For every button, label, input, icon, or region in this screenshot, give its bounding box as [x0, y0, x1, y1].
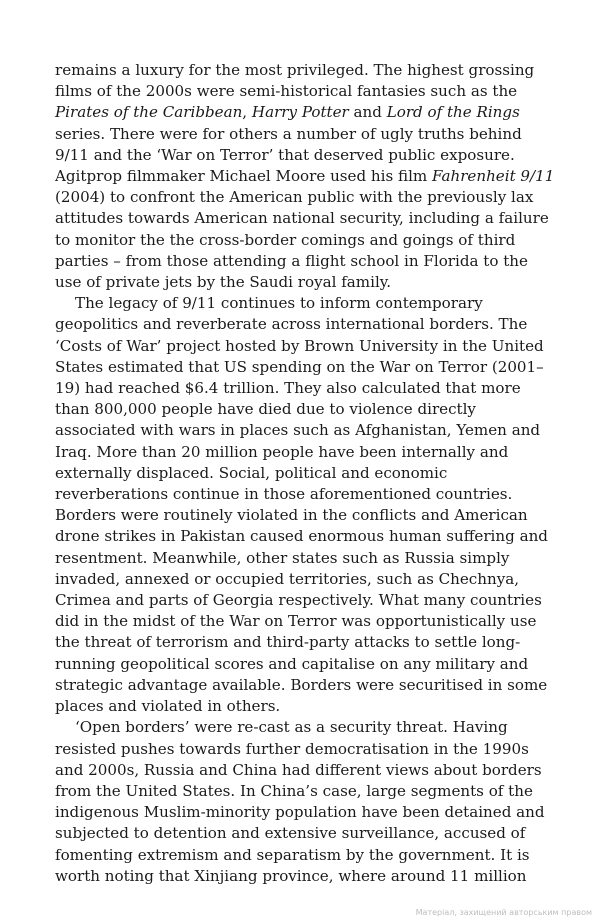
- text-segment: (2004) to confront the American public with the previously lax attitudes towards American national security, including a failure to monitor the the cross-border comings and goings of third parties – from those attending a flight school in Florida to the use of private jets by the Saudi royal family.: [55, 188, 549, 292]
- text-segment: series. There were for others a number of ugly truths behind 9/11 and the ‘War on Terror’ that deserved public exposure. Agitprop filmmaker Michael Moore used his film: [55, 124, 522, 186]
- text-segment: ,: [242, 103, 252, 122]
- paragraph-1: [55, 60, 555, 293]
- film-title: Pirates of the Caribbean: [55, 103, 243, 122]
- film-title: Fahrenheit 9/11: [432, 167, 555, 186]
- text-segment: and: [348, 103, 387, 122]
- paragraph-3: [55, 717, 555, 887]
- text-segment: ‘Open borders’ were re-cast as a security threat. Having resisted pushes towards further democratisation in the 1990s and 2000s, Russia and China had different views about borders from the United States. In China’s case, large segments of the indigenous Muslim-minority population have been detained and subjected to detention and extensive surveillance, accused of fomenting extremism and separatism by the government. It is worth noting that Xinjiang province, where around 11 million: [55, 718, 545, 885]
- copyright-watermark: Матеріал, захищений авторським правом: [415, 908, 592, 917]
- paragraph-2: [55, 293, 555, 717]
- text-segment: The legacy of 9/11 continues to inform contemporary geopolitics and reverberate across international borders. The ‘Costs of War’ project hosted by Brown University in the United States estimated that US spending on the War on Terror (2001–19) had reached $6.4 trillion. They also calculated that more than 800,000 people have died due to violence directly associated with wars in places such as Afghanistan, Yemen and Iraq. More than 20 million people have been internally and externally displaced. Social, political and economic reverberations continue in those aforementioned countries. Borders were routinely violated in the conflicts and American drone strikes in Pakistan caused enormous human suffering and resentment. Meanwhile, other states such as Russia simply invaded, annexed or occupied territories, such as Chechnya, Crimea and parts of Georgia respectively. What many countries did in the midst of the War on Terror was opportunistically use the threat of terrorism and third-party attacks to settle long-running geopolitical scores and capitalise on any military and strategic advantage available. Borders were securitised in some places and violated in others.: [55, 294, 548, 716]
- text-segment: remains a luxury for the most privileged. The highest grossing films of the 2000s were semi-historical fantasies such as the: [55, 61, 535, 101]
- film-title: Lord of the Rings: [386, 103, 520, 122]
- film-title: Harry Potter: [251, 103, 349, 122]
- page-body: [55, 60, 555, 887]
